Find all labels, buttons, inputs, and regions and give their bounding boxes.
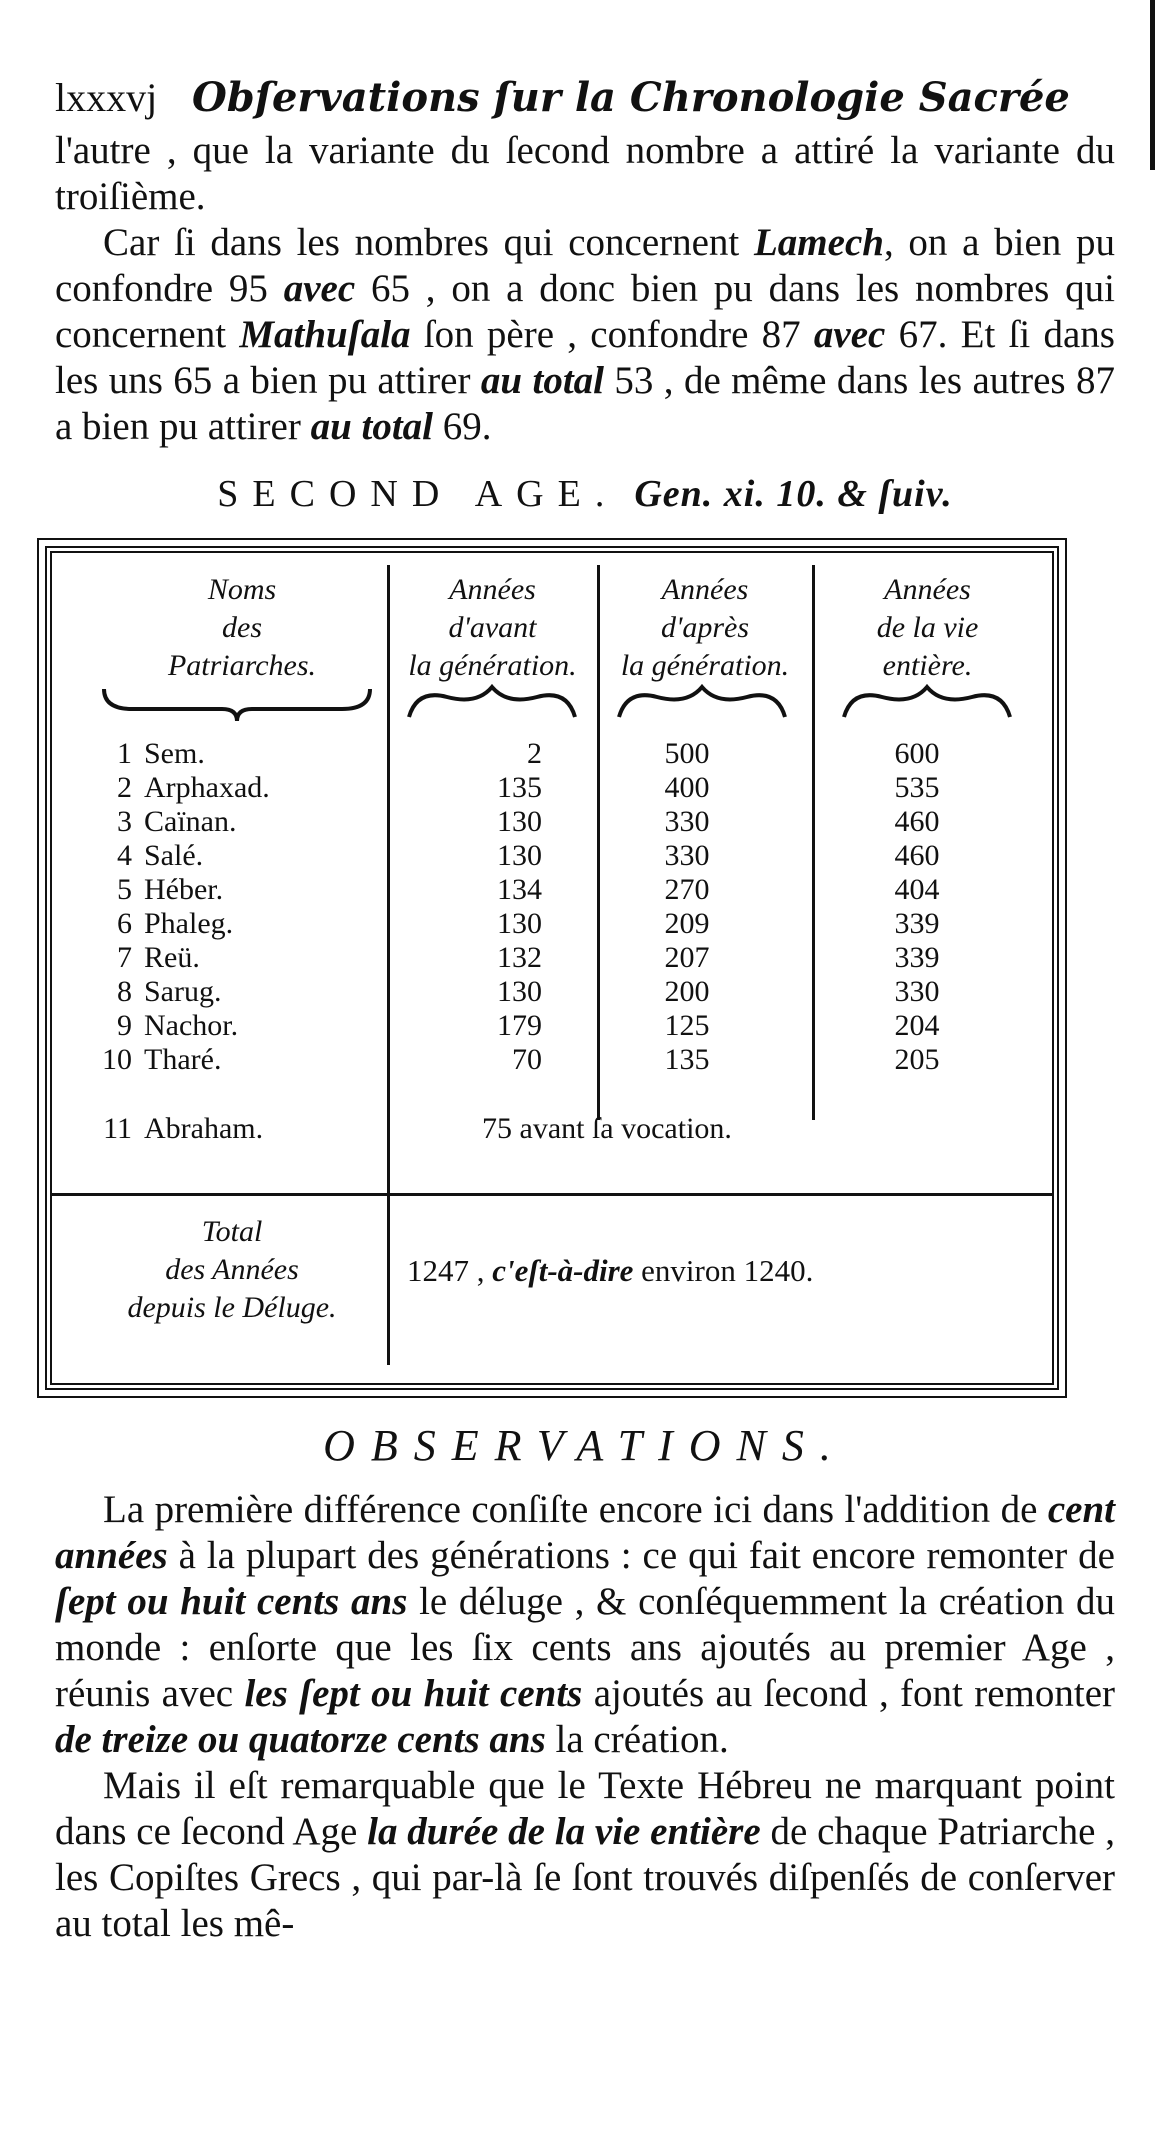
patriarchs-table — [45, 546, 1059, 1390]
paragraph-4: Mais il eſt remarquable que le Texte Hébreu ne marquant point dans ce ſecond Age la durée de la vie entière de chaque Patriarche , les Copiſtes Grecs , qui par-là ſe ſont trouvés diſpenſés de conſerver au total les mê- — [55, 1764, 1115, 1945]
table-row: 4 Salé. 130 330 460 — [117, 839, 940, 872]
total-value: 1247 , c'eſt-à-dire environ 1240. — [407, 1253, 814, 1288]
table-row: 9 Nachor. 179 125 204 — [117, 1009, 940, 1042]
table-row: 6 Phaleg. 130 209 339 — [117, 907, 940, 940]
brace-decoration — [407, 683, 577, 723]
brace-decoration — [617, 683, 787, 723]
brace-decoration — [842, 683, 1012, 723]
book-page — [55, 70, 1115, 1947]
brace-decoration — [102, 683, 372, 723]
page-edge-line — [1150, 0, 1155, 170]
table-row: 8 Sarug. 130 200 330 — [117, 975, 940, 1008]
observations-heading: OBSERVATIONS. — [323, 1421, 847, 1470]
header-names: Noms des Patriarches. — [167, 573, 317, 682]
paragraph-2: Car ſi dans les nombres qui concernent Lamech, on a bien pu confondre 95 avec 65 , on a donc bien pu dans les nombres qui concernent Mathuſala ſon père , confondre 87 avec 67. Et ſi dans les uns 65 a bien pu attirer au total 53 , de même dans les autres 87 a bien pu attirer au total 69. — [55, 221, 1116, 448]
table-row-last: 11 Abraham. 75 avant ſa vocation. — [103, 1112, 732, 1145]
paragraph-3: La première différence conſiſte encore ici dans l'addition de cent années à la plupart des générations : ce qui fait encore remonter de ſept ou huit cents ans le déluge , & conſéquemment la création du monde : enſorte que les ſix cents ans ajoutés au premier Age , réunis avec les ſept ou huit cents ajoutés au ſecond , font remonter de treize ou quatorze cents ans la création. — [55, 1488, 1115, 1761]
section-title — [55, 468, 1115, 520]
section-reference: Gen. xi. 10. & ſuiv. — [634, 473, 953, 515]
page-number: lxxxvj — [55, 75, 158, 120]
page-header — [55, 70, 1115, 126]
table-row: 3 Caïnan. 130 330 460 — [117, 805, 940, 838]
header-whole: Années de la vie entière. — [876, 573, 979, 682]
paragraph-1: l'autre , que la variante du ſecond nombre a attiré la variante du troiſième. — [55, 129, 1115, 218]
table-row: 10 Tharé. 70 135 205 — [102, 1043, 940, 1076]
table-row: 7 Reü. 132 207 339 — [117, 941, 940, 974]
total-divider — [52, 1193, 1052, 1196]
header-after: Années d'après la génération. — [620, 573, 790, 682]
table-row: 1 Sem. 2 500 600 — [117, 737, 940, 770]
header-before: Années d'avant la génération. — [408, 573, 577, 682]
total-label: Total des Années depuis le Déluge. — [127, 1215, 337, 1324]
running-title: Obſervations ſur la Chronologie Sacrée — [191, 74, 1070, 121]
table-row: 5 Héber. 134 270 404 — [117, 873, 940, 906]
table-row: 2 Arphaxad. 135 400 535 — [117, 771, 940, 804]
section-heading: SECOND AGE. — [217, 473, 619, 515]
